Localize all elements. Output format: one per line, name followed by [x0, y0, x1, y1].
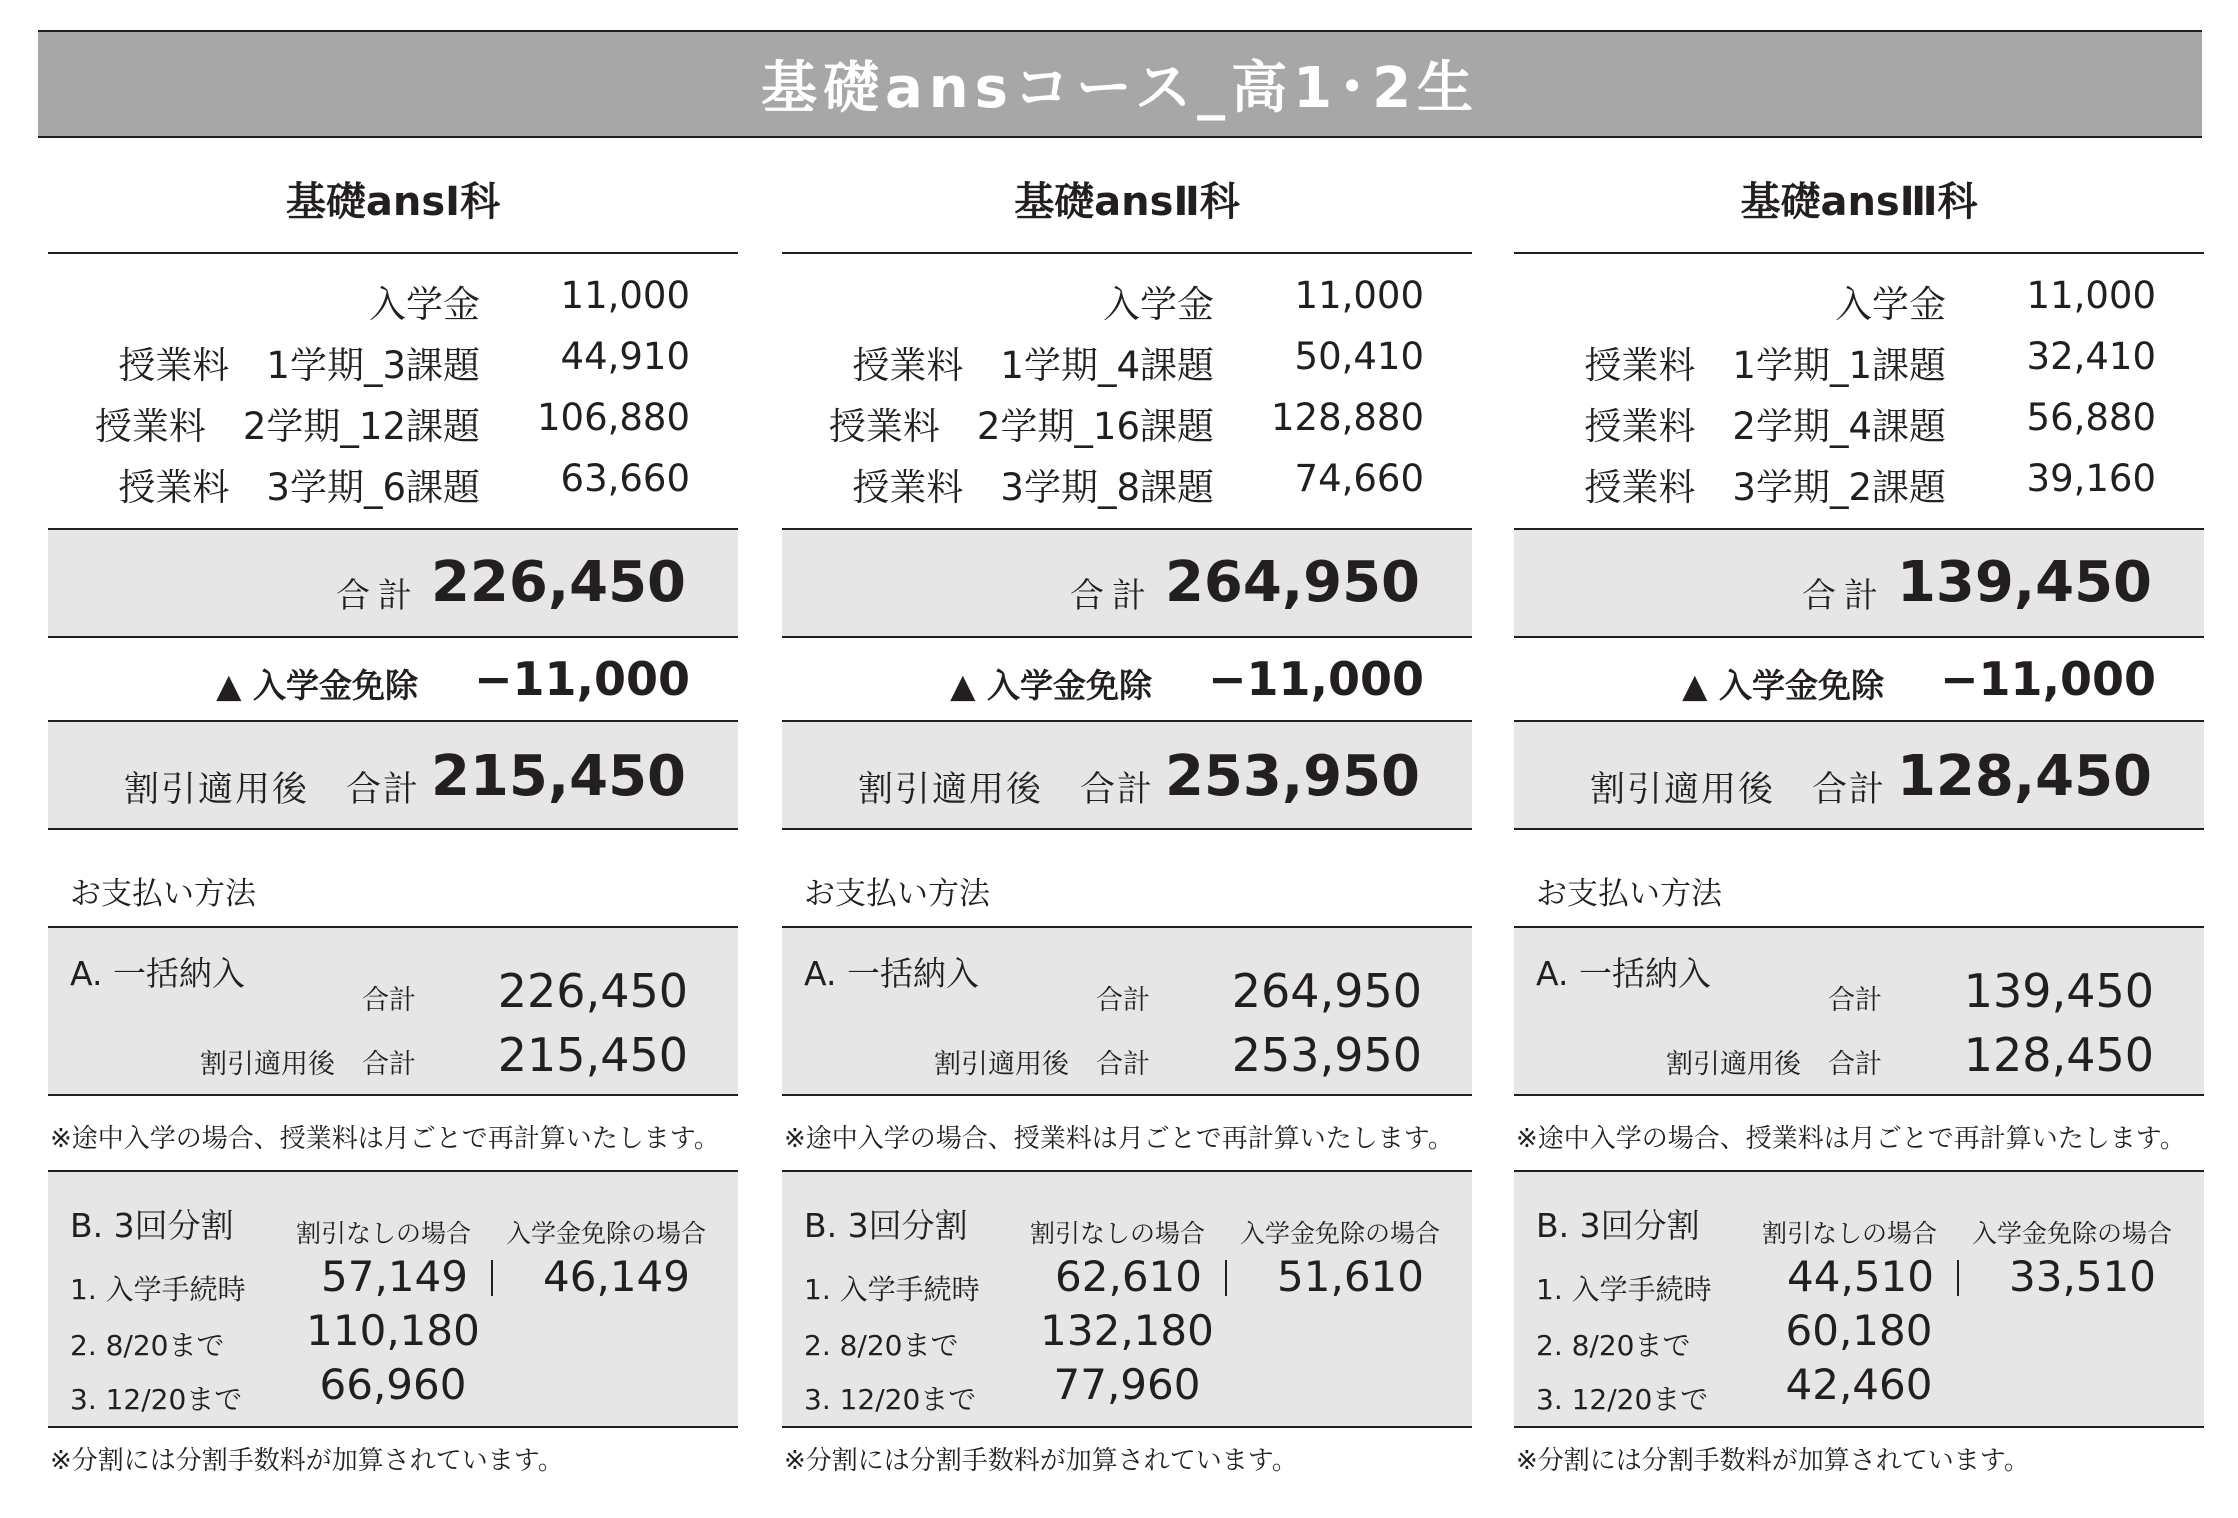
- installment-row-label: 1. 入学手続時: [1536, 1273, 1712, 1306]
- fee-row: [48, 388, 738, 448]
- discount-total-row: [1514, 722, 2204, 828]
- fee-row: [48, 266, 738, 326]
- fee-row: [1514, 266, 2204, 326]
- column-separator: [1957, 1260, 1959, 1296]
- fee-value: 63,660: [560, 457, 690, 500]
- divider: [1514, 1094, 2204, 1096]
- discount-total-row: [782, 722, 1472, 828]
- waiver-value: −11,000: [1207, 652, 1424, 706]
- installment-row-label: 3. 12/20まで: [804, 1383, 977, 1416]
- total-row: [782, 530, 1472, 636]
- no-discount-header: 割引なしの場合: [1762, 1219, 1938, 1248]
- mid-entry-note: ※途中入学の場合、授業料は月ごとで再計算いたします。: [1516, 1124, 2186, 1154]
- installment-row-label: 3. 12/20まで: [70, 1383, 243, 1416]
- fee-row: [1514, 449, 2204, 509]
- fee-label: 授業料 3学期_2課題: [1584, 466, 1946, 509]
- total-row: [48, 530, 738, 636]
- installment-fee-note: ※分割には分割手数料が加算されています。: [784, 1446, 1298, 1476]
- total-label: 合計: [1070, 576, 1154, 616]
- divider: [48, 1094, 738, 1096]
- waiver-header: 入学金免除の場合: [1972, 1219, 2173, 1248]
- lump-total-label: 合計: [362, 985, 416, 1016]
- lump-discount-label: 割引適用後 合計: [200, 1049, 416, 1080]
- installment-title: B. 3回分割: [804, 1206, 968, 1245]
- installment-fee-note: ※分割には分割手数料が加算されています。: [1516, 1446, 2030, 1476]
- fee-row: [48, 327, 738, 387]
- waiver-header: 入学金免除の場合: [506, 1219, 707, 1248]
- fee-label: 入学金: [369, 283, 480, 326]
- divider: [1514, 1426, 2204, 1428]
- lump-total-value: 139,450: [1963, 964, 2154, 1018]
- divider: [48, 1426, 738, 1428]
- installment-value: 132,180: [1040, 1306, 1214, 1355]
- discount-total-value: 128,450: [1896, 744, 2152, 809]
- course-column-3: [1514, 138, 2204, 1518]
- fee-value: 106,880: [536, 396, 690, 439]
- fee-label: 授業料 2学期_16課題: [828, 405, 1214, 448]
- divider: [48, 828, 738, 830]
- lump-sum-box: [48, 928, 738, 1094]
- lump-sum-box: [782, 928, 1472, 1094]
- fee-value: 50,410: [1294, 335, 1424, 378]
- lump-total-value: 264,950: [1231, 964, 1422, 1018]
- waiver-value: −11,000: [1939, 652, 2156, 706]
- waiver-label: ▲ 入学金免除: [950, 666, 1152, 705]
- fee-label: 授業料 2学期_12課題: [94, 405, 480, 448]
- installment-value-waiver: 33,510: [2009, 1252, 2156, 1301]
- fee-row: [782, 388, 1472, 448]
- divider: [782, 252, 1472, 254]
- fee-row: [782, 449, 1472, 509]
- fee-row: [1514, 327, 2204, 387]
- fee-value: 128,880: [1270, 396, 1424, 439]
- total-label: 合計: [1802, 576, 1886, 616]
- installment-row-label: 2. 8/20まで: [1536, 1329, 1691, 1362]
- discount-total-value: 253,950: [1164, 744, 1420, 809]
- total-label: 合計: [336, 576, 420, 616]
- course-column-2: [782, 138, 1472, 1518]
- installment-title: B. 3回分割: [70, 1206, 234, 1245]
- lump-total-value: 226,450: [497, 964, 688, 1018]
- payment-heading: お支払い方法: [804, 876, 990, 912]
- page-title-banner: [38, 30, 2202, 138]
- lump-discount-label: 割引適用後 合計: [934, 1049, 1150, 1080]
- fee-value: 39,160: [2026, 457, 2156, 500]
- lump-discount-value: 215,450: [497, 1028, 688, 1082]
- lump-sum-box: [1514, 928, 2204, 1094]
- installment-value-no-discount: 62,610: [1055, 1252, 1202, 1301]
- installment-row-label: 2. 8/20まで: [804, 1329, 959, 1362]
- waiver-value: −11,000: [473, 652, 690, 706]
- lump-total-label: 合計: [1828, 985, 1882, 1016]
- payment-heading: お支払い方法: [1536, 876, 1722, 912]
- divider: [48, 252, 738, 254]
- installment-value: 66,960: [319, 1360, 467, 1409]
- payment-heading: お支払い方法: [70, 876, 256, 912]
- installment-value-no-discount: 44,510: [1787, 1252, 1934, 1301]
- divider: [782, 828, 1472, 830]
- total-value: 264,950: [1164, 550, 1420, 615]
- course-title: 基礎ansⅢ科: [1740, 179, 1978, 225]
- discount-total-label: 割引適用後 合計: [857, 770, 1154, 810]
- fee-value: 44,910: [560, 335, 690, 378]
- lump-discount-label: 割引適用後 合計: [1666, 1049, 1882, 1080]
- page-title: 基礎ansコース_高1･2生: [760, 56, 1480, 121]
- fee-value: 32,410: [2026, 335, 2156, 378]
- fee-label: 入学金: [1835, 283, 1946, 326]
- lump-discount-value: 253,950: [1231, 1028, 1422, 1082]
- lump-sum-title: A. 一括納入: [804, 954, 979, 993]
- installment-row-label: 2. 8/20まで: [70, 1329, 225, 1362]
- no-discount-header: 割引なしの場合: [1030, 1219, 1206, 1248]
- fee-label: 授業料 3学期_8課題: [852, 466, 1214, 509]
- fee-row: [782, 266, 1472, 326]
- fee-row: [48, 449, 738, 509]
- mid-entry-note: ※途中入学の場合、授業料は月ごとで再計算いたします。: [784, 1124, 1454, 1154]
- fee-value: 74,660: [1294, 457, 1424, 500]
- installment-box: [782, 1172, 1472, 1426]
- no-discount-header: 割引なしの場合: [296, 1219, 472, 1248]
- waiver-label: ▲ 入学金免除: [1682, 666, 1884, 705]
- installment-value-waiver: 51,610: [1277, 1252, 1424, 1301]
- fee-label: 授業料 2学期_4課題: [1584, 405, 1946, 448]
- column-separator: [491, 1260, 493, 1296]
- divider: [782, 1426, 1472, 1428]
- installment-value: 77,960: [1053, 1360, 1201, 1409]
- course-title: 基礎ansⅡ科: [1014, 179, 1240, 225]
- installment-title: B. 3回分割: [1536, 1206, 1700, 1245]
- total-value: 226,450: [430, 550, 686, 615]
- course-column-1: [48, 138, 738, 1518]
- column-separator: [1225, 1260, 1227, 1296]
- discount-total-label: 割引適用後 合計: [1589, 770, 1886, 810]
- total-value: 139,450: [1896, 550, 2152, 615]
- divider: [782, 1094, 1472, 1096]
- lump-sum-title: A. 一括納入: [70, 954, 245, 993]
- installment-fee-note: ※分割には分割手数料が加算されています。: [50, 1446, 564, 1476]
- installment-value-no-discount: 57,149: [321, 1252, 468, 1301]
- discount-total-label: 割引適用後 合計: [123, 770, 420, 810]
- total-row: [1514, 530, 2204, 636]
- installment-value-waiver: 46,149: [543, 1252, 690, 1301]
- waiver-label: ▲ 入学金免除: [216, 666, 418, 705]
- waiver-header: 入学金免除の場合: [1240, 1219, 1441, 1248]
- lump-discount-value: 128,450: [1963, 1028, 2154, 1082]
- discount-total-row: [48, 722, 738, 828]
- lump-sum-title: A. 一括納入: [1536, 954, 1711, 993]
- installment-row-label: 3. 12/20まで: [1536, 1383, 1709, 1416]
- waiver-row: [782, 638, 1472, 720]
- waiver-row: [48, 638, 738, 720]
- installment-row-label: 1. 入学手続時: [804, 1273, 980, 1306]
- fee-label: 授業料 1学期_4課題: [852, 344, 1214, 387]
- installment-row-label: 1. 入学手続時: [70, 1273, 246, 1306]
- lump-total-label: 合計: [1096, 985, 1150, 1016]
- fee-row: [782, 327, 1472, 387]
- waiver-row: [1514, 638, 2204, 720]
- discount-total-value: 215,450: [430, 744, 686, 809]
- installment-value: 60,180: [1785, 1306, 1933, 1355]
- fee-value: 11,000: [1294, 274, 1424, 317]
- fee-value: 56,880: [2026, 396, 2156, 439]
- course-title: 基礎ansⅠ科: [285, 179, 501, 225]
- fee-value: 11,000: [2026, 274, 2156, 317]
- mid-entry-note: ※途中入学の場合、授業料は月ごとで再計算いたします。: [50, 1124, 720, 1154]
- fee-value: 11,000: [560, 274, 690, 317]
- fee-label: 授業料 1学期_1課題: [1584, 344, 1946, 387]
- fee-label: 授業料 1学期_3課題: [118, 344, 480, 387]
- fee-label: 授業料 3学期_6課題: [118, 466, 480, 509]
- fee-label: 入学金: [1103, 283, 1214, 326]
- installment-value: 110,180: [306, 1306, 480, 1355]
- installment-box: [1514, 1172, 2204, 1426]
- installment-value: 42,460: [1785, 1360, 1933, 1409]
- fee-row: [1514, 388, 2204, 448]
- divider: [1514, 252, 2204, 254]
- divider: [1514, 828, 2204, 830]
- installment-box: [48, 1172, 738, 1426]
